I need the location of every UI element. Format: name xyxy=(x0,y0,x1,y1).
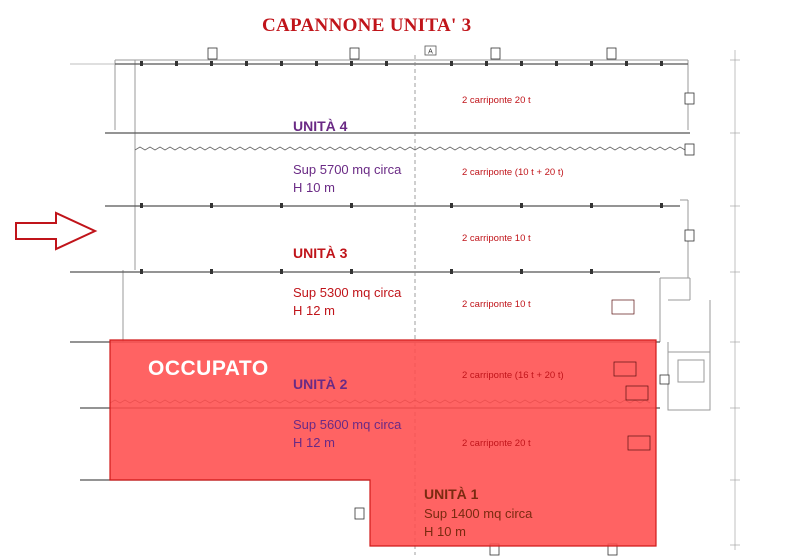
crane-label: 2 carriponte 20 t xyxy=(462,438,531,449)
unit-2-height: H 12 m xyxy=(293,435,335,450)
crane-label: 2 carriponte 20 t xyxy=(462,95,531,106)
marker-a-text: A xyxy=(428,48,433,56)
unit-3-name: UNITÀ 3 xyxy=(293,245,348,261)
crane-label: 2 carriponte (16 t + 20 t) xyxy=(462,370,564,381)
unit-3-height: H 12 m xyxy=(293,303,335,318)
crane-label: 2 carriponte 10 t xyxy=(462,299,531,310)
marker-a xyxy=(425,46,436,56)
plan-title: CAPANNONE UNITA' 3 xyxy=(262,15,472,36)
column-markers xyxy=(140,61,663,274)
unit-4-name: UNITÀ 4 xyxy=(293,118,348,134)
skylight-row-upper xyxy=(135,147,685,150)
unit-2-name: UNITÀ 2 xyxy=(293,376,348,392)
occupied-label: OCCUPATO xyxy=(148,357,269,380)
unit-2-area: Sup 5600 mq circa xyxy=(293,417,402,432)
unit-3-area: Sup 5300 mq circa xyxy=(293,285,402,300)
unit-4-area: Sup 5700 mq circa xyxy=(293,162,402,177)
unit-1-name: UNITÀ 1 xyxy=(424,486,479,502)
unit-1-area: Sup 1400 mq circa xyxy=(424,506,533,521)
unit-1-height: H 10 m xyxy=(424,524,466,539)
dimension-line xyxy=(730,50,740,550)
crane-label: 2 carriponte 10 t xyxy=(462,233,531,244)
arrow-icon xyxy=(16,213,95,249)
unit-4-height: H 10 m xyxy=(293,180,335,195)
crane-label: 2 carriponte (10 t + 20 t) xyxy=(462,167,564,178)
